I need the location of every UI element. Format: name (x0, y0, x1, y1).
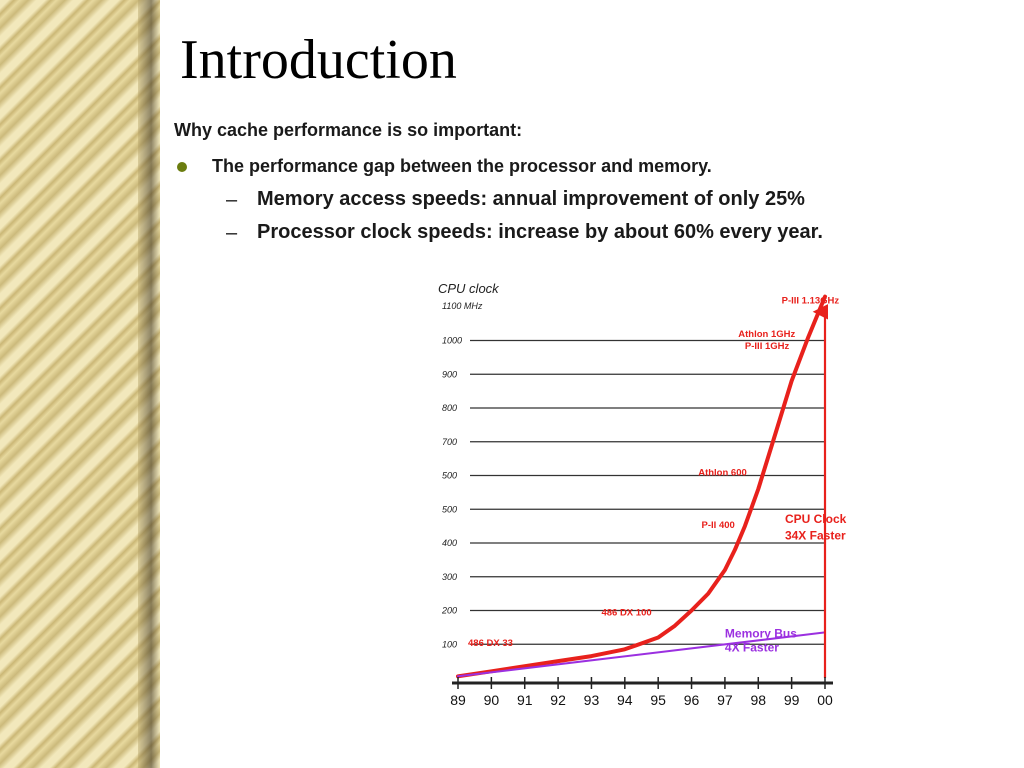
chart-annotation: 4X Faster (724, 640, 779, 655)
chart-annotation: Memory Bus (724, 626, 797, 641)
decorative-sidebar (0, 0, 160, 768)
x-tick-labels (450, 692, 833, 708)
chart-annotation: P-II 400 (701, 519, 735, 531)
y-tick-label: 500 (442, 504, 458, 515)
x-tick-label: 97 (717, 692, 733, 708)
bullet-item: The performance gap between the processor and memory. (212, 156, 712, 176)
cpu-vs-memory-chart (425, 268, 865, 718)
slide-subtitle: Why cache performance is so important: (174, 120, 523, 140)
chart-annotation: P-III 1.13GHz (781, 295, 840, 307)
series-layer (458, 297, 825, 677)
bullet-dot-icon (177, 162, 187, 172)
y-tick-label: 900 (442, 369, 458, 380)
y-tick-label: 100 (442, 639, 458, 650)
x-tick-label: 95 (650, 692, 666, 708)
y-tick-label: 800 (442, 403, 458, 413)
slide-title: Introduction (180, 29, 457, 91)
y-tick-label: 500 (442, 470, 458, 481)
chart-annotation: Athlon 1GHz (738, 329, 796, 341)
dash-icon: – (226, 189, 238, 211)
sub-bullet-processor: Processor clock speeds: increase by about 60% every year. (257, 221, 823, 243)
x-tick-label: 98 (750, 692, 767, 708)
x-tick-label: 92 (550, 692, 566, 708)
dash-icon: – (226, 222, 238, 244)
x-tick-label: 91 (516, 692, 533, 708)
chart-annotation: 34X Faster (784, 528, 846, 543)
y-tick-label: 400 (442, 538, 458, 548)
cpu-series-line (458, 297, 825, 677)
y-tick-labels (441, 336, 462, 650)
x-tick-label: 96 (683, 692, 700, 708)
x-tick-label: 94 (617, 692, 633, 708)
chart-annotation: Athlon 600 (698, 467, 747, 479)
x-tick-label: 99 (783, 692, 800, 708)
gridlines (470, 341, 825, 645)
x-tick-label: 89 (450, 692, 466, 708)
y-tick-label: 700 (442, 436, 458, 447)
chart-annotation: P-III 1GHz (744, 340, 790, 352)
y-tick-label: 300 (442, 571, 458, 582)
y-top-tick-label: 1100 MHz (442, 301, 483, 311)
sub-bullet-memory: Memory access speeds: annual improvement of only 25% (257, 188, 805, 210)
x-tick-label: 93 (583, 692, 600, 708)
sidebar-shadow (138, 0, 160, 768)
x-tick-label: 90 (483, 692, 500, 708)
chart-annotation: 486 DX 100 (601, 607, 652, 619)
x-tick-label: 00 (817, 692, 833, 708)
chart-annotation: 486 DX 33 (468, 637, 513, 649)
y-tick-label: 1000 (442, 335, 463, 346)
y-axis-title: CPU clock (438, 281, 499, 296)
chart-annotation: CPU Clock (784, 511, 847, 526)
y-tick-label: 200 (442, 605, 458, 616)
